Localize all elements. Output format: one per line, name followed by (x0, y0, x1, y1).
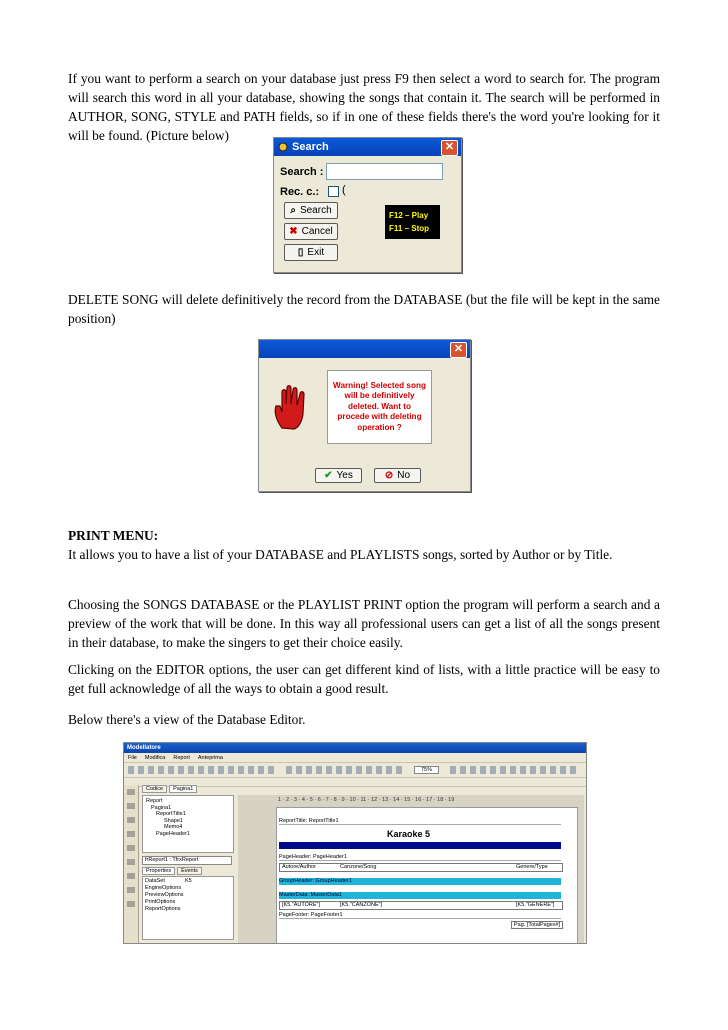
no-button[interactable] (374, 468, 421, 483)
property-value[interactable]: K5 (185, 878, 192, 884)
hint-stop: F11 – Stop (389, 224, 430, 233)
horizontal-ruler: 1 · 2 · 3 · 4 · 5 · 6 · 7 · 8 · 9 · 10 · 11 · 12 · 13 · 14 · 15 · 16 · 17 · 18 · 19 (278, 797, 455, 803)
tree-item[interactable]: ReportTitle1 (156, 811, 186, 817)
band-title-label: ReportTitle: ReportTitle1 (279, 818, 561, 825)
field-song: [K5."CANZONE"] (340, 902, 383, 908)
search-dialog-title: Search (292, 141, 329, 153)
property-row (145, 899, 231, 906)
header-row (279, 863, 563, 872)
report-title: Karaoke 5 (387, 829, 431, 839)
check-icon: ✔ (324, 470, 333, 481)
band-data-label: MasterData: MasterData1 (279, 892, 561, 899)
warning-message-box (327, 370, 432, 444)
band-footer-label: PageFooter: PageFooter1 (279, 912, 561, 919)
field-type: [K5."GENERE"] (516, 902, 555, 908)
tree-item[interactable]: Memo4 (164, 824, 183, 830)
column-song: Canzone/Song (340, 864, 377, 870)
band-header-label: PageHeader: PageHeader1 (279, 854, 561, 861)
close-icon[interactable]: ✕ (441, 140, 458, 156)
app-icon (278, 142, 288, 152)
search-input[interactable] (326, 163, 443, 180)
report-page (276, 807, 578, 944)
tree-item[interactable]: Pagina1 (151, 804, 172, 811)
stop-hand-icon (272, 384, 314, 430)
rec-checkbox[interactable] (328, 186, 339, 197)
zoom-select[interactable]: 75% (414, 766, 439, 774)
door-icon: ▯ (297, 247, 304, 258)
title-bar-shape (279, 842, 561, 849)
yes-button[interactable] (315, 468, 362, 483)
editor-toolbar (124, 763, 586, 778)
delete-song-paragraph: DELETE SONG will delete definitively the record from the DATABASE (but the file will be kept in the same position) (68, 292, 660, 326)
magnifier-icon: ⌕ (290, 205, 296, 216)
editor-titlebar (124, 743, 586, 753)
menu-anteprima[interactable]: Anteprima (197, 754, 223, 761)
warning-message: Warning! Selected song will be definitively deleted. Want to procede with deleting operation ? (333, 380, 426, 432)
delete-dialog (258, 339, 471, 492)
menu-file[interactable]: File (128, 754, 137, 761)
rec-suffix: ( (342, 184, 346, 196)
yes-button-label: Yes (336, 470, 353, 481)
column-type: Genere/Type (516, 864, 548, 870)
data-row (279, 901, 563, 910)
hint-play: F12 – Play (389, 211, 429, 220)
intro-paragraph: If you want to perform a search on your database just press F9 then select a word to search for. The program will search this word in all your database, showing the songs that contain it. The search will be performed in AUTHOR, SONG, STYLE and PATH fields, so if in one of these fields there's the word you're looking for it will be found. (Picture below) (68, 71, 660, 143)
print-menu-paragraph: It allows you to have a list of your DATABASE and PLAYLISTS songs, sorted by Author or by Title. (68, 547, 613, 562)
search-label: Search : (280, 166, 324, 178)
close-icon[interactable]: ✕ (450, 342, 467, 358)
property-row (145, 885, 231, 892)
tab-pagina1[interactable]: Pagina1 (169, 785, 197, 793)
database-editor-window (123, 742, 587, 944)
rec-label: Rec. c.: (280, 186, 320, 198)
editor-tabs (142, 785, 197, 793)
band-group-label: GroupHeader: GroupHeader1 (279, 878, 561, 885)
tab-events[interactable]: Events (177, 867, 202, 875)
exit-button[interactable] (284, 244, 338, 261)
tree-item[interactable]: Shape1 (164, 817, 183, 824)
column-author: Autore/Author (282, 864, 316, 870)
editor-title: Modellatore (127, 745, 161, 751)
editor-options-paragraph: Clicking on the EDITOR options, the user can get different kind of lists, with a little practice will be easy to get full acknowledge of all the ways to obtain a good result. (68, 662, 660, 696)
menu-report[interactable]: Report (173, 754, 190, 761)
property-name: PrintOptions (145, 899, 176, 905)
property-row (145, 878, 231, 885)
property-grid (142, 876, 234, 940)
delete-dialog-titlebar (259, 340, 470, 358)
search-button[interactable] (284, 202, 338, 219)
design-area (238, 795, 584, 943)
field-author: [K5."AUTORE"] (282, 902, 321, 908)
property-name: ReportOptions (145, 906, 181, 912)
toolbar-icons-left[interactable] (128, 766, 278, 774)
search-button-label: Search (299, 205, 332, 216)
property-name: EngineOptions (145, 885, 182, 891)
search-dialog-titlebar (274, 138, 461, 156)
property-name: PreviewOptions (145, 892, 184, 898)
tree-item[interactable]: Report (146, 798, 163, 804)
page-number-field: Pag. [TotalPages#] (511, 921, 563, 929)
database-editor-caption: Below there's a view of the Database Editor. (68, 712, 306, 727)
no-entry-icon: ⊘ (384, 470, 394, 481)
songs-database-paragraph: Choosing the SONGS DATABASE or the PLAYLIST PRINT option the program will perform a search and a preview of the work that will be done. In this way all professional users can get a list of all the songs present in their database, to make the singers to get their choice easily. (68, 597, 660, 650)
component-select[interactable]: frReport1 : TfrxReport (142, 856, 232, 865)
tab-properties[interactable]: Properties (142, 867, 175, 875)
exit-button-label: Exit (307, 247, 325, 258)
menu-modifica[interactable]: Modifica (144, 754, 166, 761)
property-row (145, 892, 231, 899)
property-row (145, 906, 231, 913)
report-tree-panel (142, 795, 234, 853)
tree-item[interactable]: PageHeader1 (156, 830, 190, 837)
property-name: DataSet (145, 878, 165, 884)
shortcut-hints-box (385, 205, 440, 239)
editor-menubar (124, 753, 586, 763)
no-button-label: No (397, 470, 411, 481)
print-menu-heading: PRINT MENU: (68, 528, 159, 543)
cancel-button[interactable] (284, 223, 338, 240)
tab-codice[interactable]: Codice (142, 785, 167, 793)
property-tabs (142, 867, 202, 875)
red-x-icon: ✖ (289, 226, 298, 237)
tool-palette[interactable] (124, 785, 139, 943)
cancel-button-label: Cancel (301, 226, 333, 237)
toolbar-icons-far-right[interactable] (450, 766, 580, 774)
search-dialog (273, 137, 462, 273)
toolbar-icons-right[interactable] (286, 766, 406, 774)
